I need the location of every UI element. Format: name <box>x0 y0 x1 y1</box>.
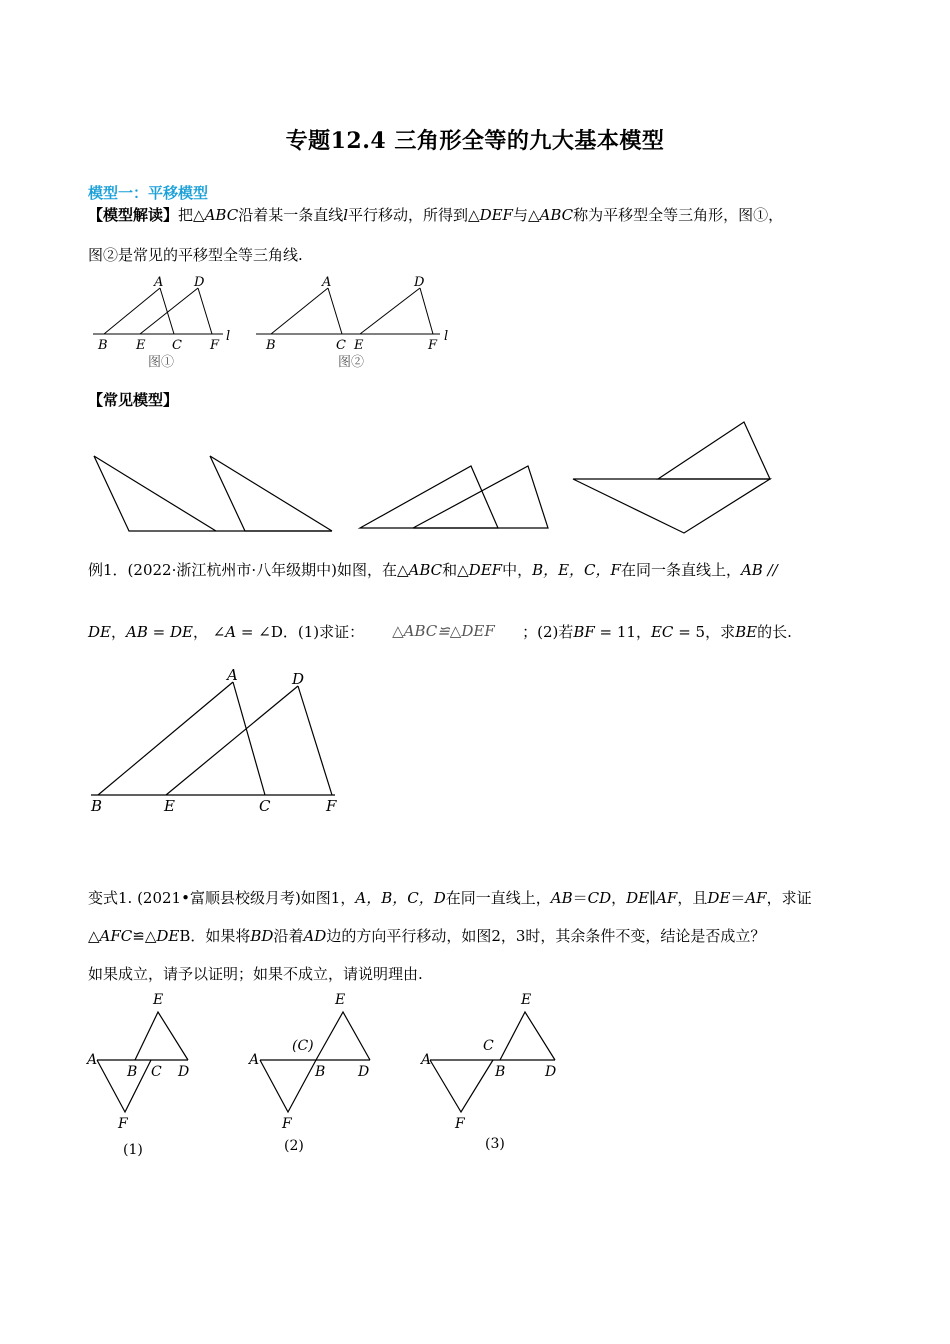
fig2-label-a: A <box>322 275 332 290</box>
fig2-label-c: C <box>336 338 346 353</box>
v2-label-e: E <box>335 992 346 1008</box>
fig2-caption: 图② <box>338 355 365 370</box>
variant1-line2: △AFC≌△DEB．如果将BD沿着AD边的方向平行移动，如图2，3时，其余条件不变，结论是否成立？ <box>88 927 766 945</box>
common-shape-1 <box>94 456 332 531</box>
page-title: 专题12.4 三角形全等的九大基本模型 <box>285 128 665 154</box>
fig1-label-c: C <box>172 338 182 353</box>
fig1-label-e: E <box>136 338 146 353</box>
v1-label-e: E <box>153 992 164 1008</box>
v2-label-f: F <box>282 1116 292 1132</box>
v3-label-c: C <box>483 1038 494 1054</box>
v1-label-a: A <box>87 1052 98 1068</box>
example1-figure <box>88 668 368 818</box>
common-shape-3 <box>573 479 770 533</box>
v3-label-d: D <box>545 1064 557 1080</box>
fig2-label-d: D <box>414 275 425 290</box>
variant1-line1: 变式1. (2021•富顺县校级月考)如图1，A，B，C，D在同一直线上，AB＝CD，DE∥AF，且DE＝AF，求证 <box>88 889 812 907</box>
v1-label-f: F <box>118 1116 128 1132</box>
fig1-label-b: B <box>98 338 108 353</box>
fig2-label-e: E <box>354 338 364 353</box>
v1-label-c: C <box>151 1064 162 1080</box>
fig1-label-d: D <box>194 275 205 290</box>
fig2-label-b: B <box>266 338 276 353</box>
ex1-label-f: F <box>326 797 337 815</box>
ex1-label-e: E <box>164 797 175 815</box>
variant1-figures <box>85 988 585 1163</box>
example1-line2: DE，AB = DE， ∠A = ∠D．(1)求证： △ABC≌△DEF ；(2)若BF = 11，EC = 5，求BE的长. <box>88 622 792 641</box>
model1-heading: 模型一：平移模型 <box>88 184 209 202</box>
fig1-label-f: F <box>210 338 220 353</box>
figure-1 <box>93 288 223 334</box>
intro-label: 【模型解读】 <box>88 206 179 224</box>
ex1-label-d: D <box>292 670 305 688</box>
common-models-label: 【常见模型】 <box>88 391 179 409</box>
v-caption-3: (3) <box>485 1136 505 1152</box>
model1-intro-line2: 图②是常见的平移型全等三角线. <box>88 246 303 264</box>
v1-label-b: B <box>127 1064 138 1080</box>
ex1-label-b: B <box>91 797 103 815</box>
ex1-label-a: A <box>227 666 238 684</box>
v3-label-e: E <box>521 992 532 1008</box>
fig2-label-f: F <box>428 338 438 353</box>
congruence-formula: △ABC≌△DEF <box>392 622 495 640</box>
v3-label-f: F <box>455 1116 465 1132</box>
v3-label-a: A <box>421 1052 432 1068</box>
v2-label-a: A <box>249 1052 260 1068</box>
model1-figures <box>88 272 468 372</box>
example1-line1: 例1．(2022·浙江杭州市·八年级期中)如图，在△ABC和△DEF中，B，E，C，F在同一条直线上，AB // <box>88 561 778 579</box>
figure-2 <box>256 288 440 334</box>
v3-label-b: B <box>495 1064 506 1080</box>
v-caption-2: (2) <box>284 1138 304 1154</box>
model1-intro-line1: 【模型解读】把△ABC沿着某一条直线l平行移动，所得到△DEF与△ABC称为平移型全等三角形，图①， <box>88 206 784 224</box>
v2-label-b: B <box>315 1064 326 1080</box>
v-caption-1: (1) <box>123 1142 143 1158</box>
variant1-line3: 如果成立，请予以证明；如果不成立，请说明理由. <box>88 965 423 983</box>
v1-label-d: D <box>178 1064 190 1080</box>
common-model-figures <box>88 418 868 538</box>
v2-label-c: (C) <box>292 1038 314 1054</box>
fig1-label-l: l <box>226 329 231 344</box>
fig1-label-a: A <box>154 275 164 290</box>
v2-label-d: D <box>358 1064 370 1080</box>
fig2-label-l: l <box>444 329 449 344</box>
fig1-caption: 图① <box>148 355 175 370</box>
ex1-label-c: C <box>259 797 271 815</box>
